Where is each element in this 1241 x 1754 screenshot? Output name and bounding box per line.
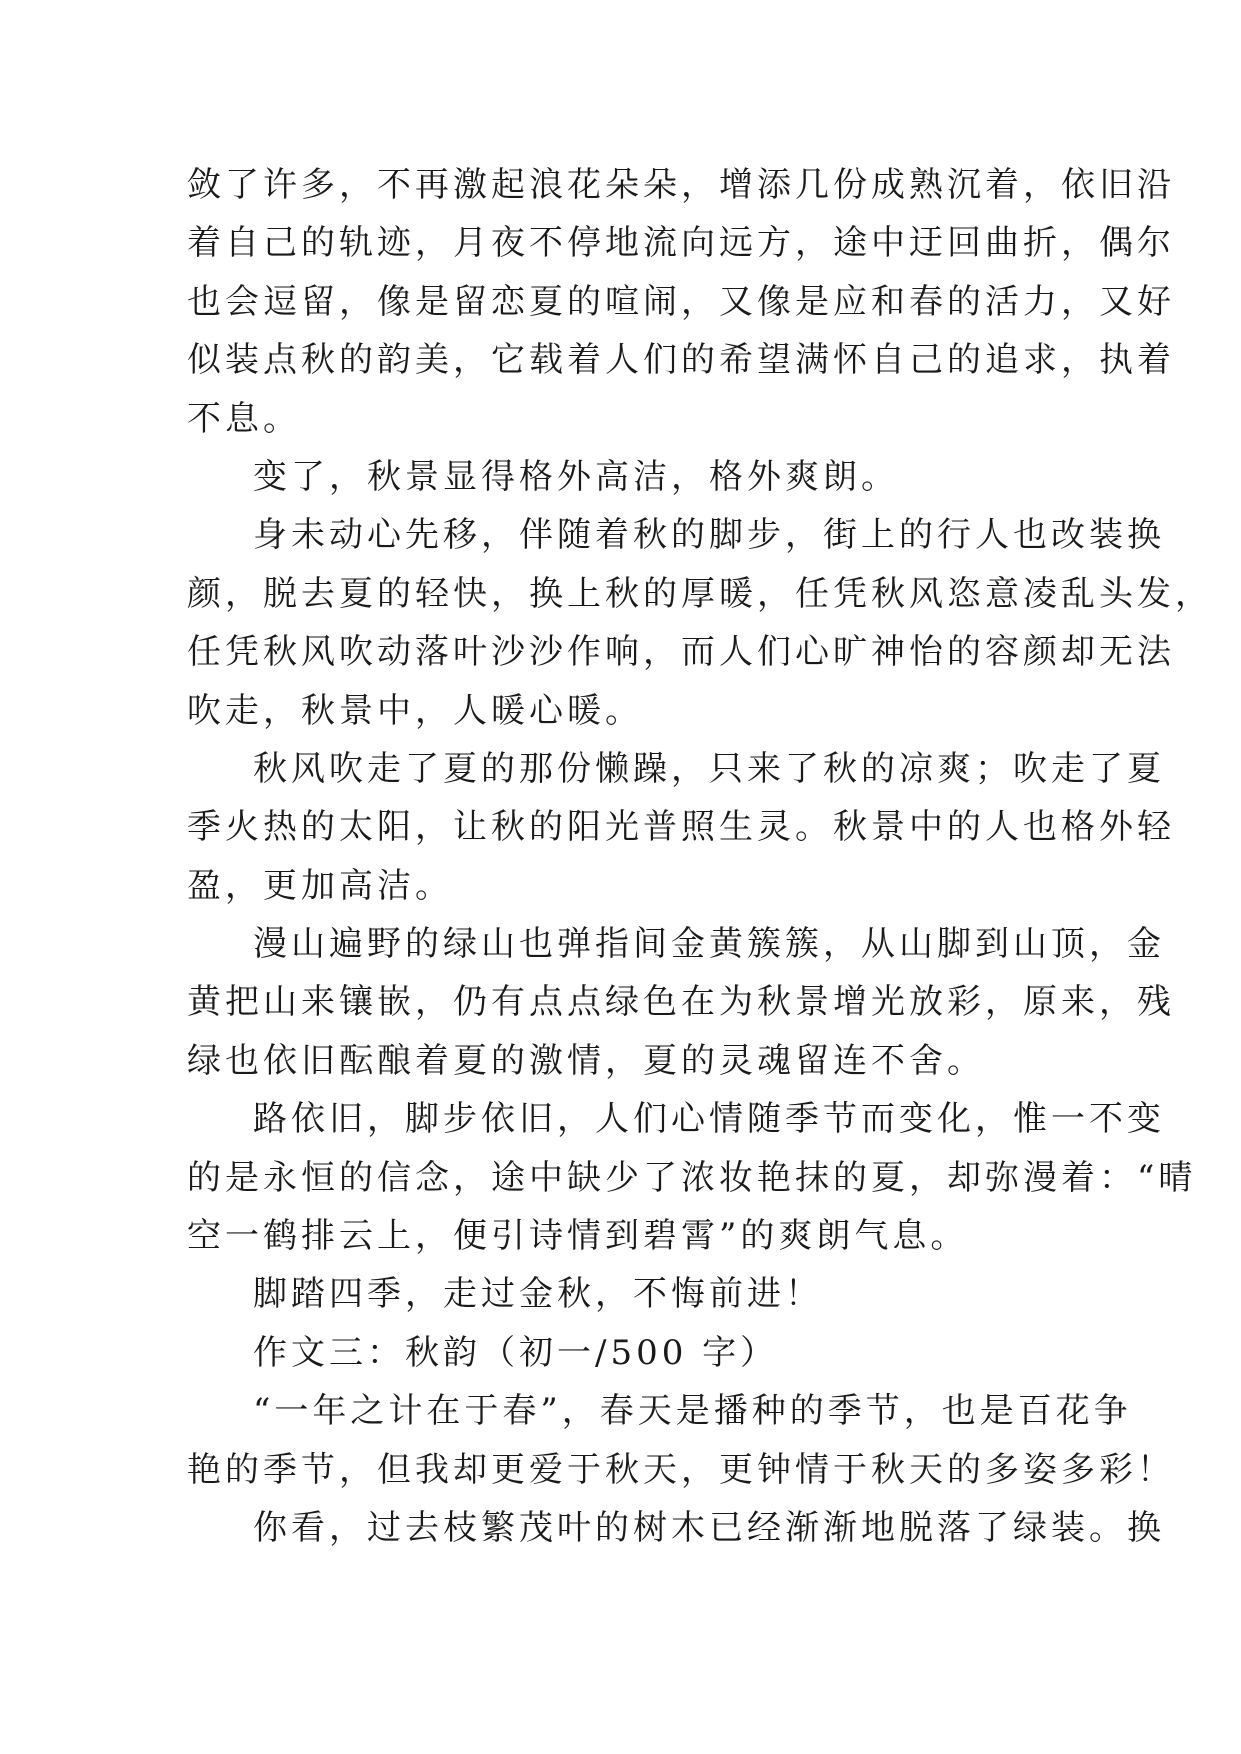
text-line: 艳的季节，但我却更爱于秋天，更钟情于秋天的多姿多彩！: [187, 1449, 1175, 1490]
text-line: 颜，脱去夏的轻快，换上秋的厚暖，任凭秋风恣意凌乱头发，: [187, 573, 1213, 614]
essay-body: [187, 156, 1213, 1557]
paragraph-start-line: 变了，秋景显得格外高洁，格外爽朗。: [253, 456, 899, 497]
paragraph-start-line: 脚踏四季，走过金秋，不悔前进！: [253, 1274, 823, 1315]
text-line: 任凭秋风吹动落叶沙沙作响，而人们心旷神怡的容颜却无法: [187, 632, 1175, 673]
paragraph-start-line: 路依旧，脚步依旧，人们心情随季节而变化，惟一不变: [253, 1099, 1165, 1140]
text-line: 黄把山来镶嵌，仍有点点绿色在为秋景增光放彩，原来，残: [187, 982, 1175, 1023]
paragraph-start-line: 身未动心先移，伴随着秋的脚步，街上的行人也改装换: [253, 515, 1165, 556]
essay-heading: 作文三：秋韵（初一/500 字）: [253, 1332, 779, 1373]
text-line: 吹走，秋景中，人暖心暖。: [187, 690, 643, 731]
text-line: 着自己的轨迹，月夜不停地流向远方，途中迂回曲折，偶尔: [187, 223, 1175, 264]
text-line: 敛了许多，不再激起浪花朵朵，增添几份成熟沉着，依旧沿: [187, 165, 1175, 205]
paragraph-start-line: 你看，过去枝繁茂叶的树木已经渐渐地脱落了绿装。换: [253, 1507, 1165, 1548]
paragraph-start-line: 秋风吹走了夏的那份懒躁，只来了秋的凉爽；吹走了夏: [253, 748, 1165, 789]
text-line: 季火热的太阳，让秋的阳光普照生灵。秋景中的人也格外轻: [187, 807, 1175, 848]
paragraph-start-line: 漫山遍野的绿山也弹指间金黄簇簇，从山脚到山顶，金: [253, 924, 1165, 965]
text-line: 的是永恒的信念，途中缺少了浓妆艳抹的夏，却弥漫着：“晴: [187, 1157, 1197, 1198]
text-line: 也会逗留，像是留恋夏的喧闹，又像是应和春的活力，又好: [187, 281, 1175, 322]
text-line: 不息。: [187, 398, 301, 439]
text-line: 空一鹤排云上，便引诗情到碧霄”的爽朗气息。: [187, 1216, 969, 1257]
paragraph-start-line: “一年之计在于春”，春天是播种的季节，也是百花争: [253, 1391, 1132, 1432]
text-line: 似装点秋的韵美，它载着人们的希望满怀自己的追求，执着: [187, 340, 1175, 381]
text-line: 盈，更加高洁。: [187, 865, 453, 906]
text-line: 绿也依旧酝酿着夏的激情，夏的灵魂留连不舍。: [187, 1040, 985, 1081]
